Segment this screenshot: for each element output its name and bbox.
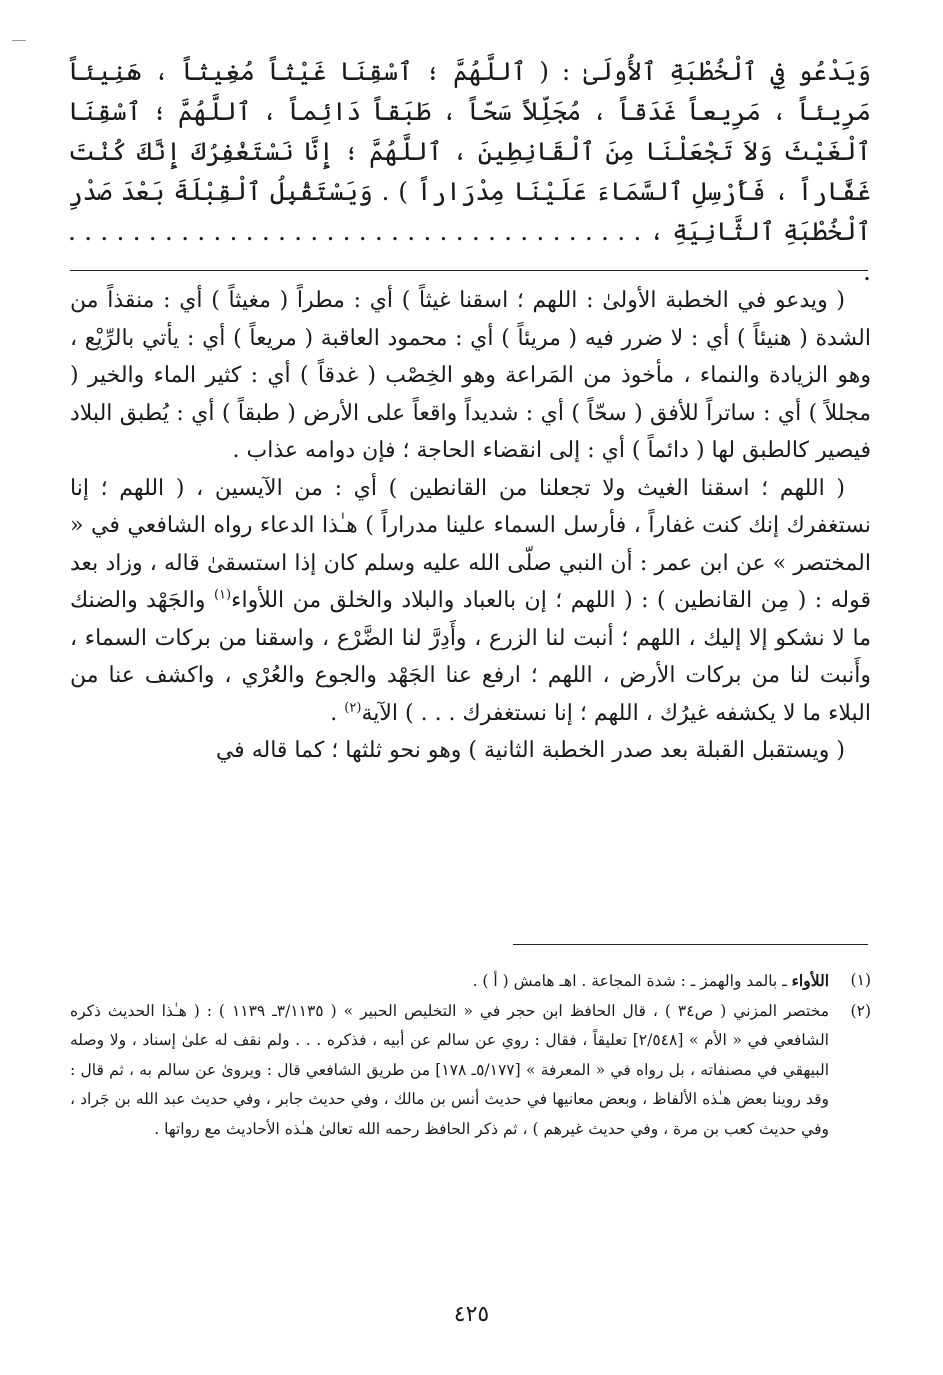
footnote-number: (٢) [850,1001,871,1020]
page-number: ٤٢٥ [453,1302,490,1327]
footnote-text [70,966,829,997]
footnote-body: ـ بالمد والهمز ـ : شدة المجاعة . اهـ هامش ( أ ) . [472,972,792,990]
footnote-2 [70,997,871,1145]
commentary-text: ( ويستقبل القبلة بعد صدر الخطبة الثانية ) وهو نحو ثلثها ؛ كما قاله في [215,738,845,763]
main-text [68,52,871,292]
commentary-paragraph-3 [70,732,871,770]
matn-paragraph: وَيَدْعُو فِي ٱلْخُطْبَةِ ٱلأُولَىٰ : ( ٱللَّهُمَّ ؛ ٱسْقِنَا غَيْثاً مُغِيثاً ، هَنِيئاً مَرِيئاً ، مَرِيعاً غَدَقاً ، مُجَلِّلاً سَحّاً ، طَبَقاً دَائِماً ، ٱللَّهُمَّ ؛ ٱسْقِنَا ٱلْغَيْثَ وَلاَ تَجْعَلْنَا مِنَ ٱلْقَانِطِينَ ، ٱللَّهُمَّ ؛ إِنَّا نَسْتَغْفِرُكَ إِنَّكَ كُنْتَ غَفَّاراً ، فَأَرْسِلِ ٱلسَّمَاءَ عَلَيْنَا مِدْرَاراً ) . وَيَسْتَقْبِلُ ٱلْقِبْلَةَ بَعْدَ صَدْرِ ٱلْخُطْبَةِ ٱلثَّانِيَةِ ، . . . . . . . . . . . . . . . . . . . . . . . . . . . . . . . . . . . . . [68,57,871,286]
footnote-1 [70,966,871,997]
commentary [70,282,871,770]
commentary-text: والجَهْد والضنك ما لا نشكو إلا إليك ، اللهم ؛ أنبت لنا الزرع ، وأَدِرَّ لنا الضَّرْع ، واسقنا من بركات السماء ، وأَنبت لنا من بركات الأرض ، اللهم ؛ ارفع عنا الجَهْد والجوع والعُرْي ، واكشف عنا من البلاء ما لا يكشفه غيرُك ، اللهم ؛ إنا نستغفرك . . . ) الآية [70,588,871,726]
footnotes [70,966,871,1144]
footnote-ref-1[interactable]: (١) [213,587,232,603]
commentary-text: ( ويدعو في الخطبة الأولىٰ : اللهم ؛ اسقنا غيثاً ) أي : مطراً ( مغيثاً ) أي : منقذاً من الشدة ( هنيئاً ) أي : لا ضرر فيه ( مريئاً ) أي : محمود العاقبة ( مريعاً ) أي : يأتي بالرِّيْع ، وهو الزيادة والنماء ، مأخوذ من المَراعة وهو الخِصْب ( غدقاً ) أي : كثير الماء والخير ( مجللاً ) أي : ساتراً للأفق ( سحّاً ) أي : شديداً واقعاً على الأرض ( طبقاً ) أي : يُطبق البلاد فيصير كالطبق لها ( دائماً ) أي : إلى انقضاء الحاجة ؛ فإن دوامه عذاب . [70,288,871,463]
commentary-paragraph-2 [70,470,871,733]
footnote-term: اللأواء [791,971,829,990]
commentary-paragraph-1 [70,282,871,470]
footnote-ref-2[interactable]: (٢) [344,700,362,716]
commentary-text: . [330,700,345,726]
footnote-text [70,997,829,1145]
footnote-separator [513,944,868,945]
separator-line [70,270,868,271]
margin-mark [12,40,26,41]
commentary-text: ( اللهم ؛ اسقنا الغيث ولا تجعلنا من القانطين ) أي : من الآيسين ، ( اللهم ؛ إنا نستغفرك إنك كنت غفاراً ، فأرسل السماء علينا مدراراً ) هـٰذا الدعاء رواه الشافعي في « المختصر » عن ابن عمر : أن النبي صلّى الله عليه وسلم كان إذا استسقىٰ قاله ، وزاد بعد قوله : ( مِن القانطين ) : ( اللهم ؛ إن بالعباد والبلاد والخلق من اللأواء [70,475,872,613]
footnote-number: (١) [850,971,871,989]
footnote-body: مختصر المزني ( ص٣٤ ) ، قال الحافظ ابن حجر في « التخليص الحبير » ( ٣/١١٣٥ـ ١١٣٩ ) : ( هـٰذا الحديث ذكره الشافعي في « الأم » [٢/٥٤٨] تعليقاً ، فقال : روي عن سالم عن أبيه ، فذكره . . . ولم نقف له علىٰ إسناد ، ولا وصله البيهقي في مصنفاته ، بل رواه في « المعرفة » [٥/١٧٧ـ ١٧٨] من طريق الشافعي قال : ويروىٰ عن سالم به ، ثم قال : وقد روينا بعض هـٰذه الألفاظ ، وبعض معانيها في حديث أنس بن مالك ، وفي حديث جابر ، وفي حديث عبد الله بن جَراد ، وفي حديث كعب بن مرة ، وفي حديث غيرهم ) ، ثم ذكر الحافظ رحمه الله تعالىٰ هـٰذه الأحاديث مع رواتها . [70,1001,830,1138]
